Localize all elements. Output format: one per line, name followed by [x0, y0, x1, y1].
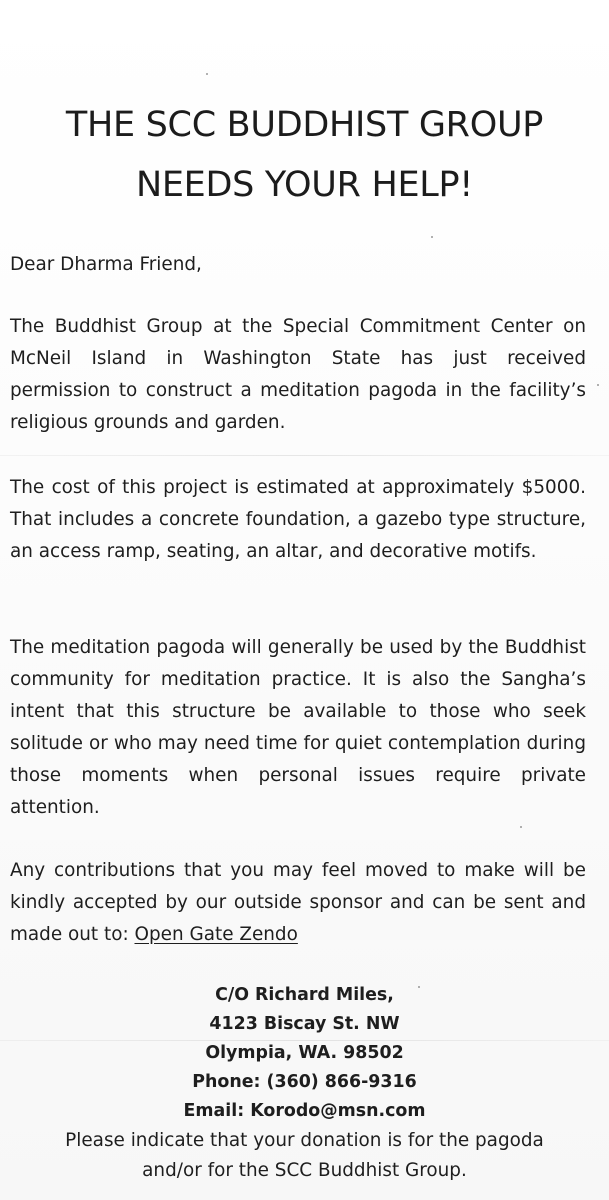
payee-name: Open Gate Zendo: [134, 924, 298, 945]
paragraph-purpose: The meditation pagoda will generally be used by the Buddhist community for meditation practice. It is also the Sangha’s intent that this structure be available to those who seek solitude or who may need time for quiet contemplation during those moments when personal issues require private attention.: [10, 637, 586, 818]
contribution-text: Any contributions that you may feel moved to make will be kindly accepted by our outside sponsor and can be sent and made out to:: [10, 860, 586, 945]
paper-fold-line: [0, 455, 609, 456]
paper-speck: [597, 384, 599, 386]
address-street: 4123 Biscay St. NW: [209, 1014, 400, 1034]
closing-line-2: and/or for the SCC Buddhist Group.: [142, 1160, 467, 1181]
paragraph-contributions: [10, 855, 586, 951]
address-email: Email: Korodo@msn.com: [183, 1101, 426, 1121]
address-city: Olympia, WA. 98502: [205, 1043, 404, 1063]
heading-line-2: NEEDS YOUR HELP!: [135, 165, 474, 205]
address-phone: Phone: (360) 866-9316: [192, 1072, 417, 1092]
paragraph-permission: The Buddhist Group at the Special Commitment Center on McNeil Island in Washington State has just received permission to construct a meditation pagoda in the facility’s religious grounds and garden.: [10, 316, 586, 433]
paper-speck: [206, 73, 208, 75]
paper-speck: [431, 236, 433, 238]
heading-line-1: THE SCC BUDDHIST GROUP: [65, 105, 544, 145]
closing-line-1: Please indicate that your donation is for the pagoda: [65, 1130, 544, 1151]
paragraph-cost: The cost of this project is estimated at approximately $5000. That includes a concrete foundation, a gazebo type structure, an access ramp, seating, an altar, and decorative motifs.: [10, 477, 586, 562]
address-care-of: C/O Richard Miles,: [215, 985, 394, 1005]
paper-speck: [520, 826, 522, 828]
salutation: Dear Dharma Friend,: [10, 254, 202, 275]
